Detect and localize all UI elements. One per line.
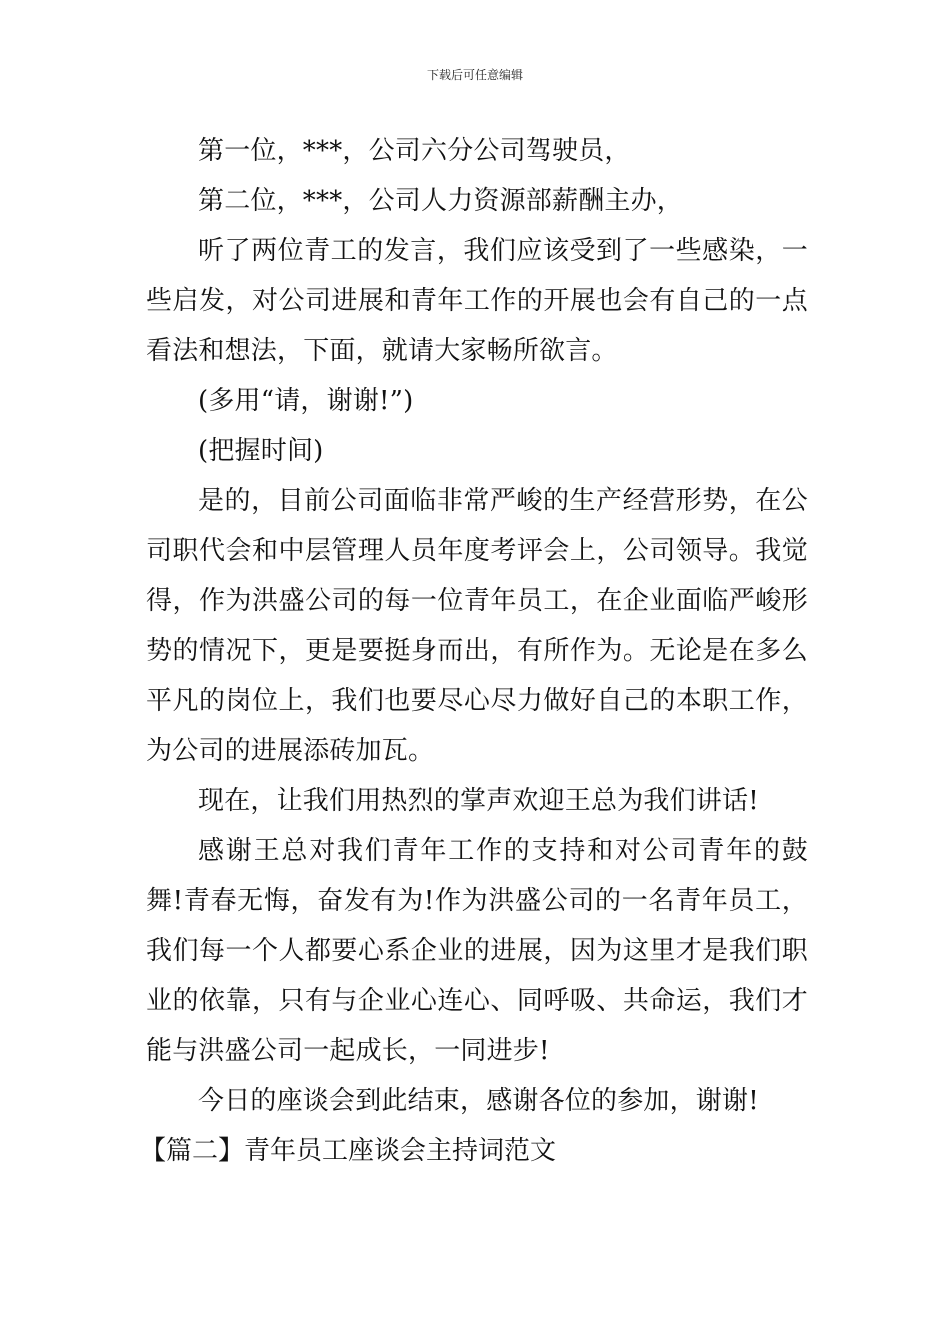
paragraph-situation: 是的，目前公司面临非常严峻的生产经营形势，在公司职代会和中层管理人员年度考评会上，公司领导。我觉得，作为洪盛公司的每一位青年员工，在企业面临严峻形势的情况下，更是要挺身而出，有所作为。无论是在多么平凡的岗位上，我们也要尽心尽力做好自己的本职工作，为公司的进展添砖加瓦。 xyxy=(146,486,808,766)
paragraph-closing: 今日的座谈会到此结束，感谢各位的参加，谢谢! xyxy=(198,1086,759,1116)
paragraph-speaker-2: 第二位，***，公司人力资源部薪酬主办， xyxy=(198,186,684,216)
header-note: 下载后可任意编辑 xyxy=(426,68,523,82)
paragraph-note-time: (把握时间) xyxy=(198,436,324,466)
paragraph-welcome: 现在，让我们用热烈的掌声欢迎王总为我们讲话! xyxy=(198,786,759,816)
document-body xyxy=(140,126,808,1176)
paragraph-invitation: 听了两位青工的发言，我们应该受到了一些感染，一些启发，对公司进展和青年工作的开展也会有自己的一点看法和想法，下面，就请大家畅所欲言。 xyxy=(146,236,808,366)
section-heading: 【篇二】青年员工座谈会主持词范文 xyxy=(140,1136,557,1166)
paragraph-note-please: (多用“请，谢谢!”) xyxy=(198,386,414,416)
paragraph-thanks: 感谢王总对我们青年工作的支持和对公司青年的鼓舞!青春无悔，奋发有为!作为洪盛公司的一名青年员工，我们每一个人都要心系企业的进展，因为这里才是我们职业的依靠，只有与企业心连心、同呼吸、共命运，我们才能与洪盛公司一起成长，一同进步! xyxy=(146,836,808,1066)
paragraph-speaker-1: 第一位，***，公司六分公司驾驶员， xyxy=(198,136,631,166)
